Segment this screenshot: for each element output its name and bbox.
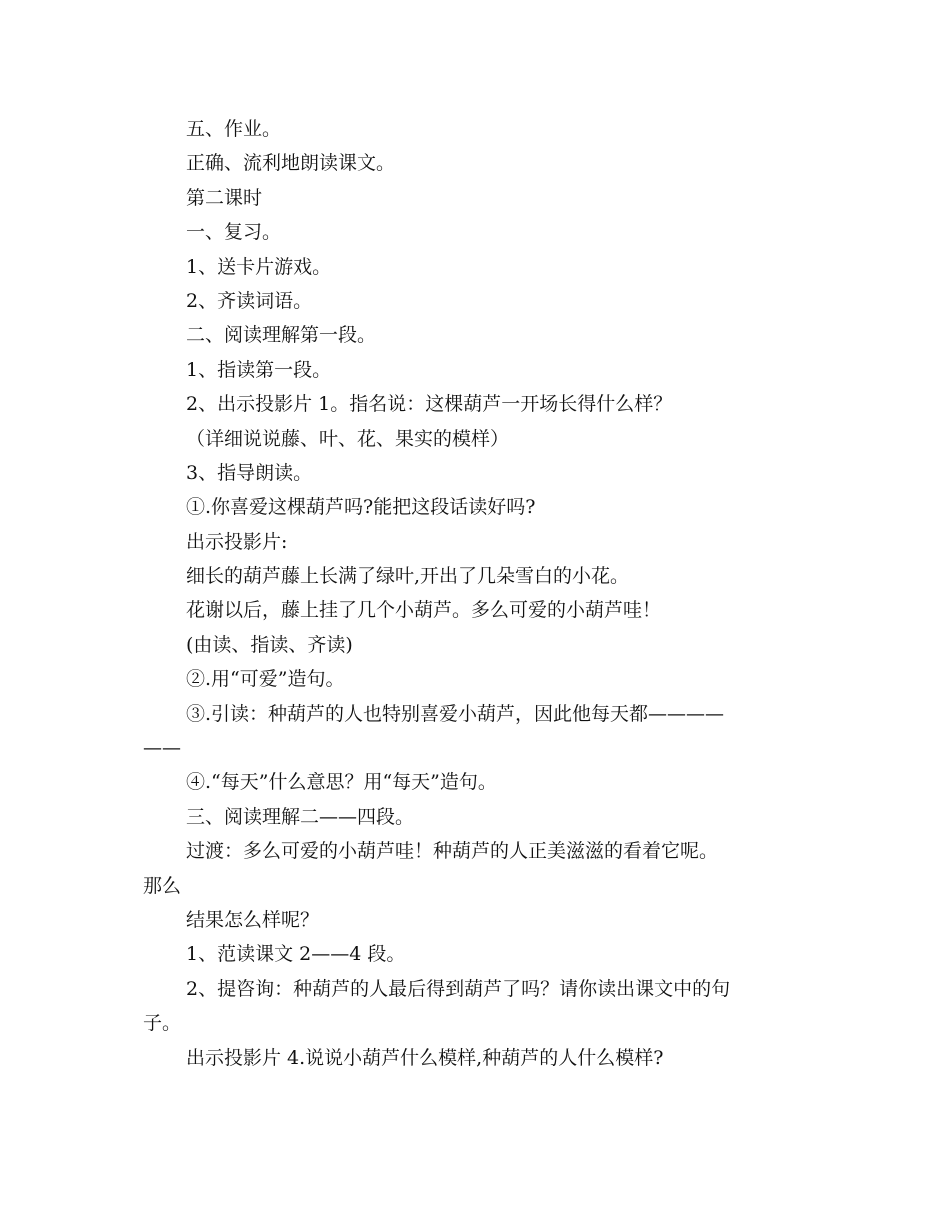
text-line: 出示投影片:	[186, 530, 288, 553]
text-line: 出示投影片 4.说说小葫芦什么模样,种葫芦的人什么模样?	[186, 1046, 664, 1069]
text-line: 花谢以后，藤上挂了几个小葫芦。多么可爱的小葫芦哇！	[186, 599, 662, 622]
text-line: (由读、指读、齐读)	[186, 633, 353, 656]
text-line: 过渡：多么可爱的小葫芦哇！种葫芦的人正美滋滋的看着它呢。	[186, 840, 719, 863]
text-line: ①.你喜爱这棵葫芦吗?能把这段话读好吗?	[186, 496, 536, 519]
text-line: 二、阅读理解第一段。	[186, 324, 377, 347]
text-line: 五、作业。	[186, 118, 282, 140]
text-line: 正确、流利地朗读课文。	[186, 152, 396, 175]
text-line-continuation: 子。	[143, 1012, 182, 1035]
text-line: 1、范读课文 2——4 段。	[186, 943, 406, 966]
text-line: 1、送卡片游戏。	[186, 255, 332, 278]
text-line-continuation: ——	[143, 737, 181, 760]
text-line: 一、复习。	[186, 221, 282, 244]
text-line: 第二课时	[186, 186, 263, 209]
text-line: 1、指读第一段。	[186, 358, 332, 381]
text-line: （详细说说藤、叶、花、果实的模样）	[186, 427, 510, 450]
text-line-continuation: 那么	[143, 874, 182, 897]
text-line: 细长的葫芦藤上长满了绿叶,开出了几朵雪白的小花。	[186, 565, 630, 588]
text-line: 结果怎么样呢？	[186, 908, 320, 931]
text-line: ③.引读：种葫芦的人也特别喜爱小葫芦，因此他每天都————	[186, 702, 725, 725]
text-line: 三、阅读理解二——四段。	[186, 805, 415, 828]
text-line: ④.“每天”什么意思？用“每天”造句。	[186, 771, 497, 794]
text-line: 2、齐读词语。	[186, 289, 313, 312]
text-line: 2、提咨询：种葫芦的人最后得到葫芦了吗？请你读出课文中的句	[186, 977, 731, 1000]
document-body	[143, 112, 813, 1075]
text-line: 2、出示投影片 1。指名说：这棵葫芦一开场长得什么样？	[186, 393, 673, 416]
text-line: ②.用“可爱”造句。	[186, 668, 345, 691]
text-line: 3、指导朗读。	[186, 461, 313, 484]
